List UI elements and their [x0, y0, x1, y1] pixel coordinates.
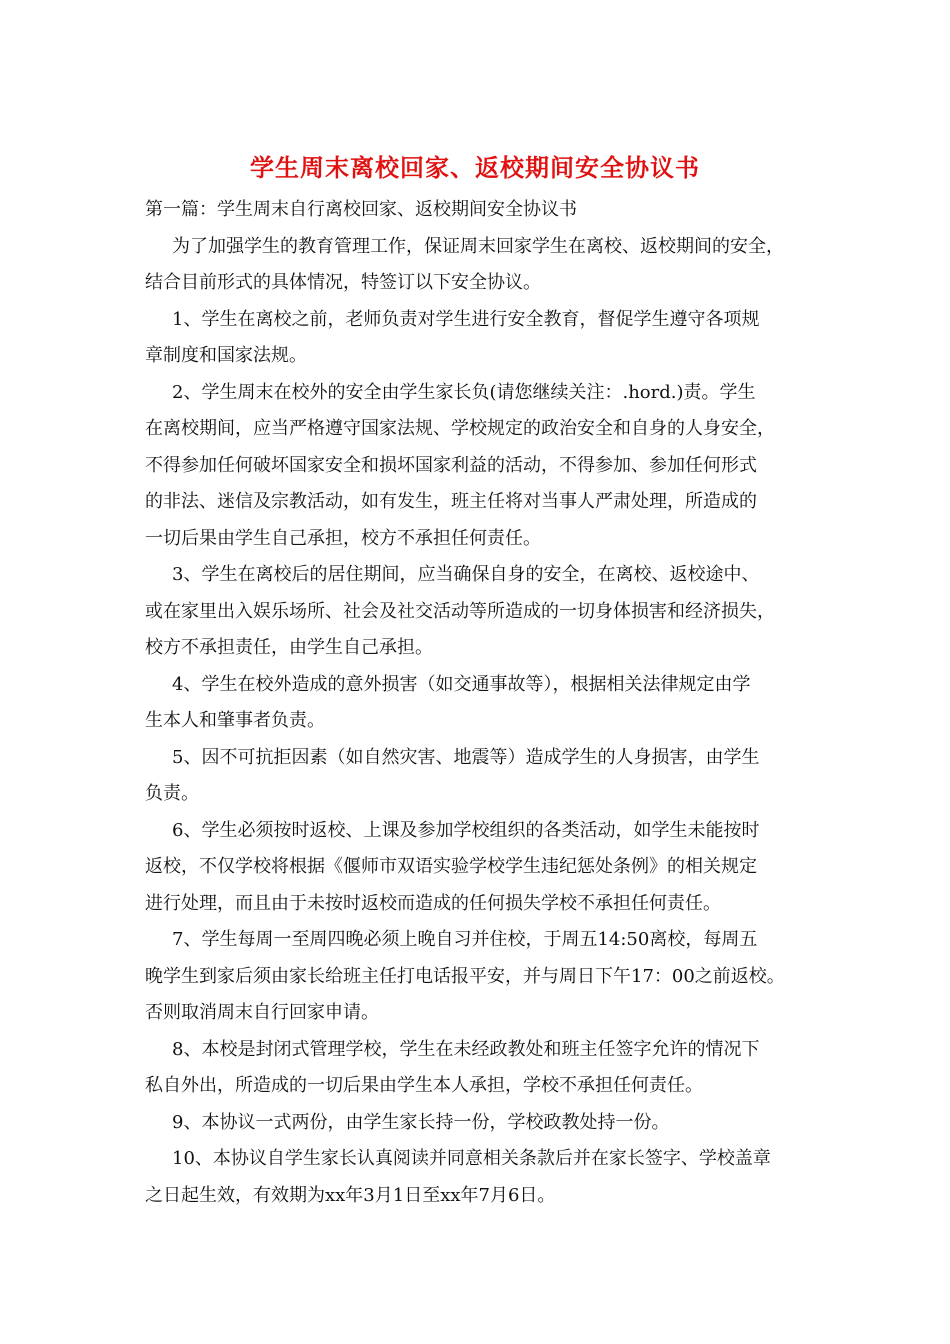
paragraph-line: 7、学生每周一至周四晚必须上晚自习并住校，于周五14:50离校，每周五 — [172, 929, 758, 950]
paragraph-line: 6、学生必须按时返校、上课及参加学校组织的各类活动，如学生未能按时 — [172, 820, 760, 841]
paragraph-line: 负责。 — [145, 783, 199, 804]
paragraph-line: 10、本协议自学生家长认真阅读并同意相关条款后并在家长签字、学校盖章 — [172, 1148, 771, 1169]
paragraph-line: 或在家里出入娱乐场所、社会及社交活动等所造成的一切身体损害和经济损失， — [145, 601, 775, 622]
paragraph-line: 4、学生在校外造成的意外损害（如交通事故等），根据相关法律规定由学 — [172, 674, 751, 695]
paragraph-line: 一切后果由学生自己承担，校方不承担任何责任。 — [145, 528, 541, 549]
paragraph-line: 9、本协议一式两份，由学生家长持一份，学校政教处持一份。 — [172, 1112, 670, 1133]
paragraph-line: 5、因不可抗拒因素（如自然灾害、地震等）造成学生的人身损害，由学生 — [172, 747, 760, 768]
paragraph-line: 返校，不仅学校将根据《偃师市双语实验学校学生违纪惩处条例》的相关规定 — [145, 856, 757, 877]
section-heading: 第一篇：学生周末自行离校回家、返校期间安全协议书 — [145, 199, 577, 220]
paragraph-line: 生本人和肇事者负责。 — [145, 710, 325, 731]
paragraph-line: 私自外出，所造成的一切后果由学生本人承担，学校不承担任何责任。 — [145, 1075, 703, 1096]
paragraph-line: 为了加强学生的教育管理工作，保证周末回家学生在离校、返校期间的安全， — [172, 236, 784, 257]
paragraph-line: 8、本校是封闭式管理学校，学生在未经政教处和班主任签字允许的情况下 — [172, 1039, 760, 1060]
paragraph-line: 否则取消周末自行回家申请。 — [145, 1002, 379, 1023]
paragraph-line: 的非法、迷信及宗教活动，如有发生，班主任将对当事人严肃处理，所造成的 — [145, 491, 757, 512]
paragraph-line: 之日起生效，有效期为xx年3月1日至xx年7月6日。 — [145, 1185, 556, 1206]
document-title: 学生周末离校回家、返校期间安全协议书 — [250, 153, 700, 182]
paragraph-line: 结合目前形式的具体情况，特签订以下安全协议。 — [145, 272, 541, 293]
paragraph-line: 进行处理，而且由于未按时返校而造成的任何损失学校不承担任何责任。 — [145, 893, 721, 914]
paragraph-line: 晚学生到家后须由家长给班主任打电话报平安，并与周日下午17：00之前返校。 — [145, 966, 785, 987]
paragraph-line: 章制度和国家法规。 — [145, 345, 307, 366]
paragraph-line: 不得参加任何破坏国家安全和损坏国家利益的活动，不得参加、参加任何形式 — [145, 455, 757, 476]
paragraph-line: 在离校期间，应当严格遵守国家法规、学校规定的政治安全和自身的人身安全， — [145, 418, 775, 439]
paragraph-line: 3、学生在离校后的居住期间，应当确保自身的安全，在离校、返校途中、 — [172, 564, 760, 585]
paragraph-line: 1、学生在离校之前，老师负责对学生进行安全教育，督促学生遵守各项规 — [172, 309, 760, 330]
paragraph-line: 2、学生周末在校外的安全由学生家长负(请您继续关注：.hord.)责。学生 — [172, 382, 756, 403]
paragraph-line: 校方不承担责任，由学生自己承担。 — [145, 637, 433, 658]
